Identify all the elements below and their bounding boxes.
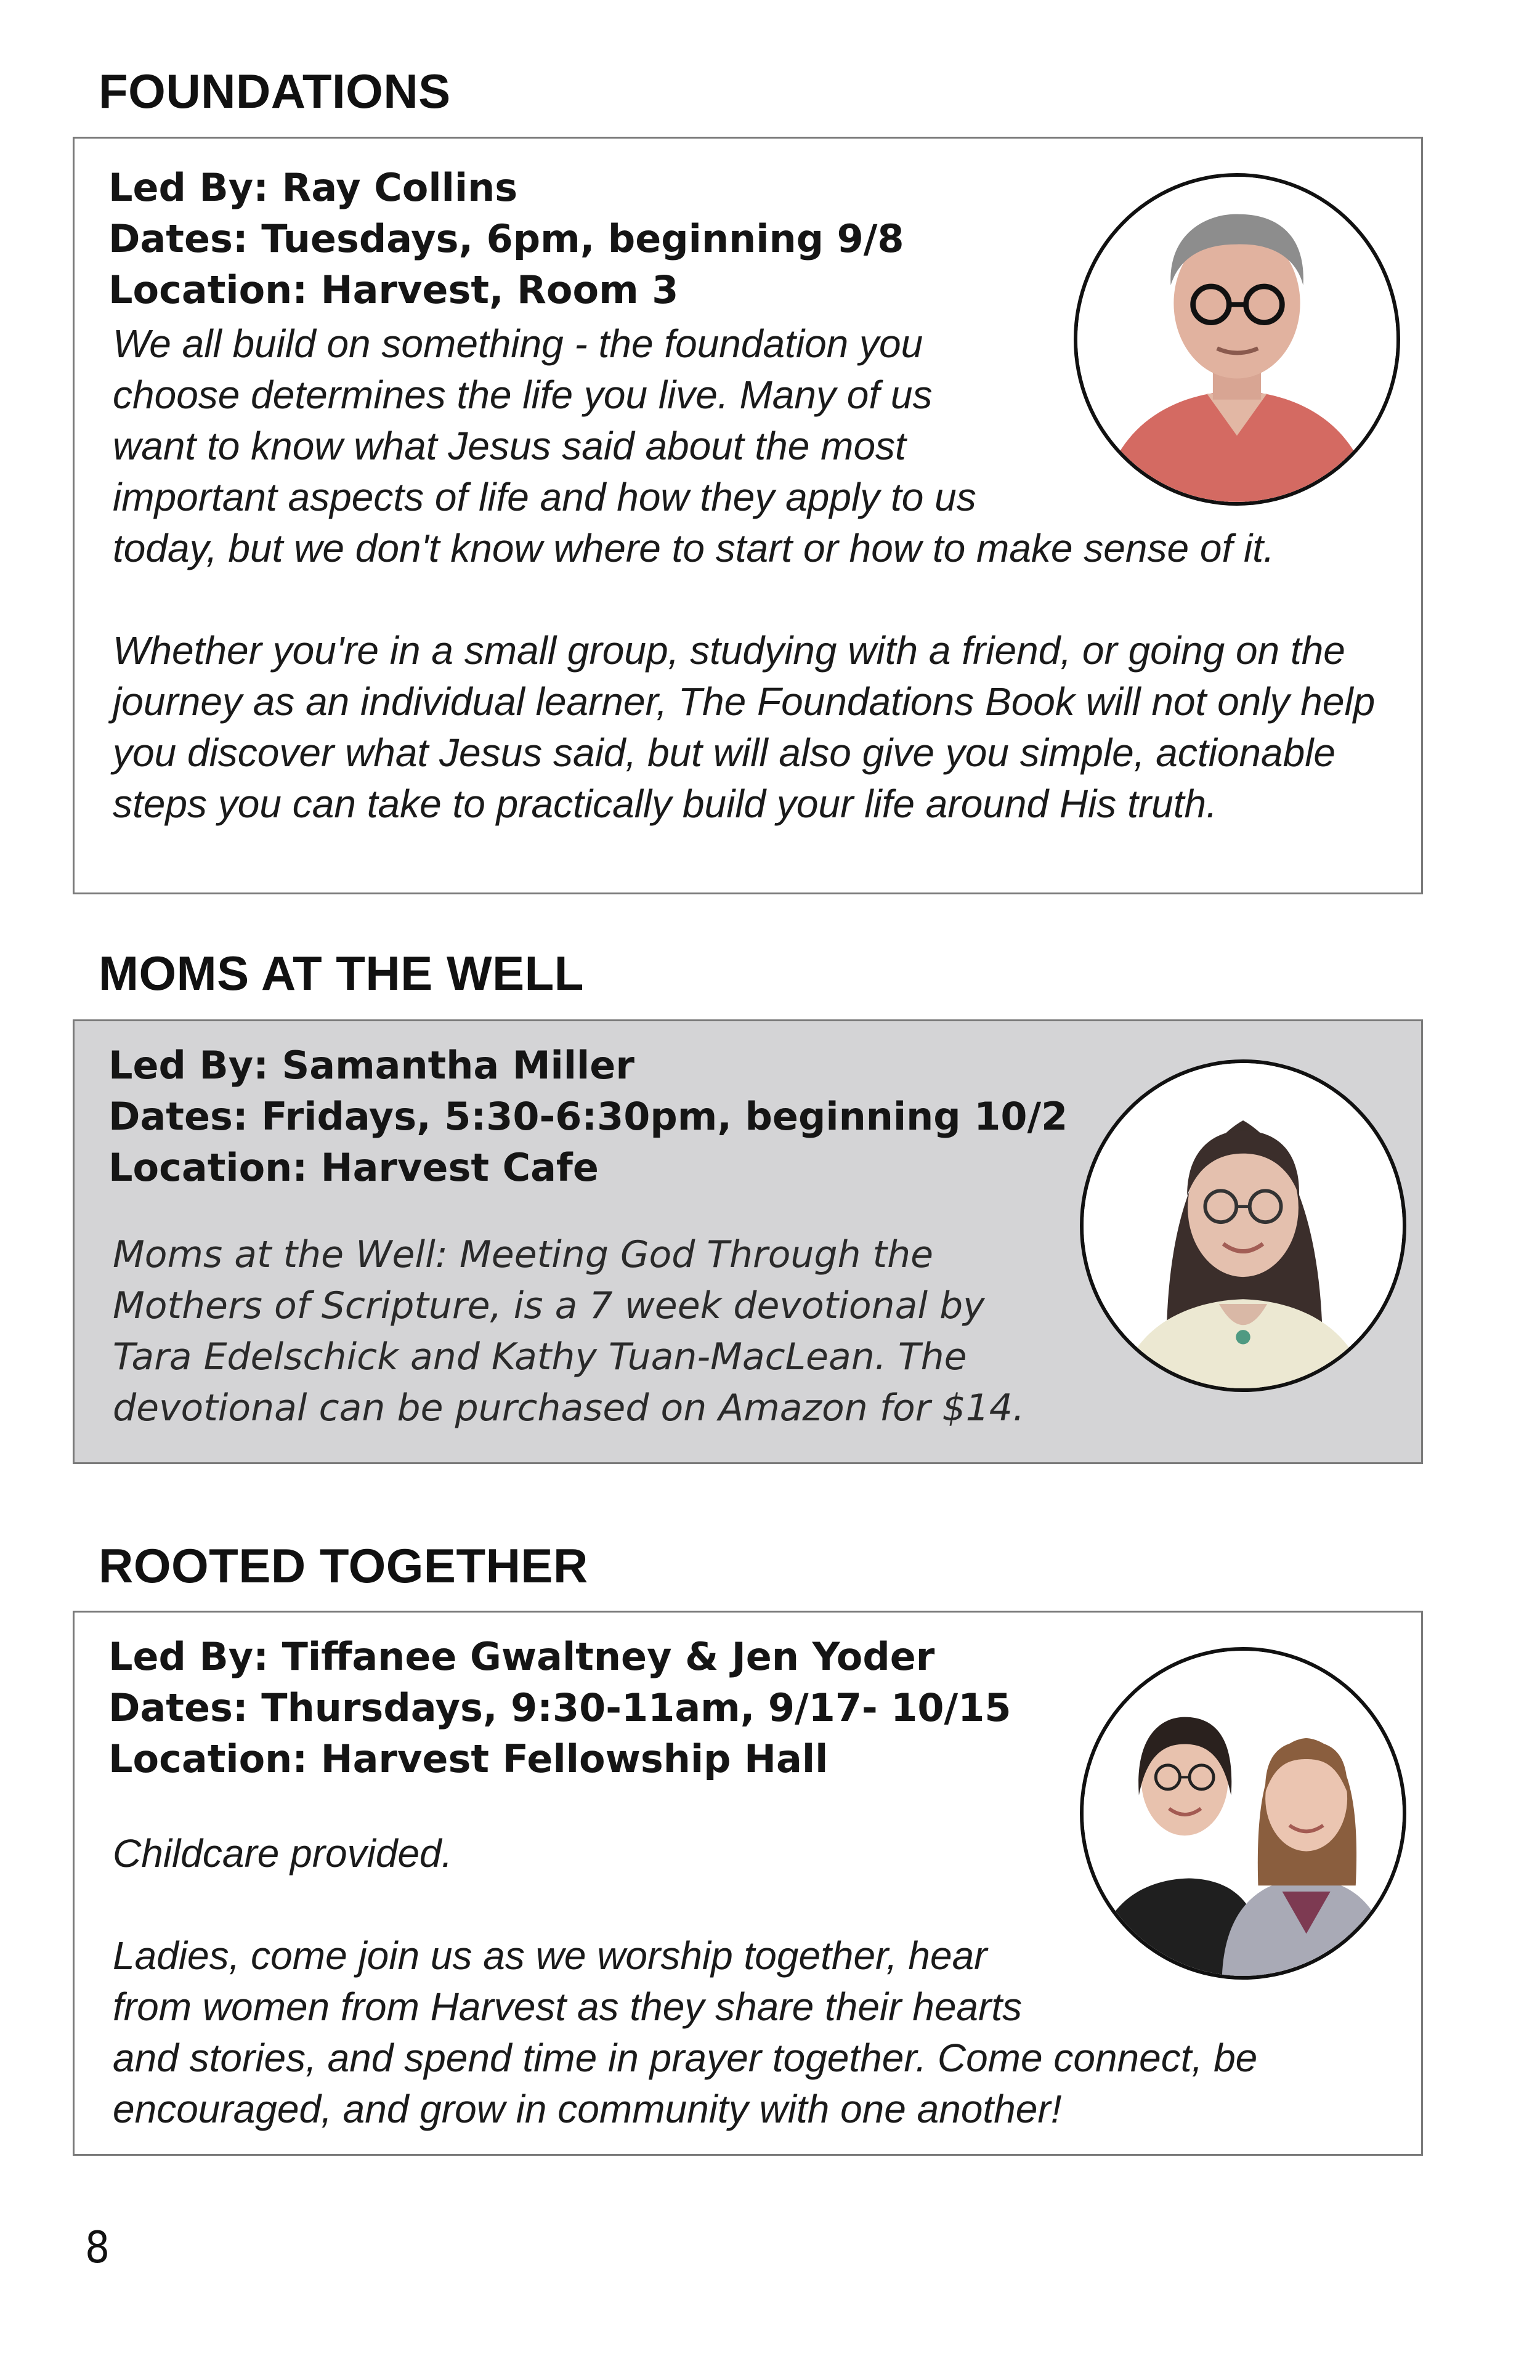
rooted-description [113,1828,1257,2135]
desc-line: Tara Edelschick and Kathy Tuan-MacLean. The [113,1335,967,1378]
section-title-foundations: FOUNDATIONS [99,64,451,118]
desc-line: Childcare provided. [113,1831,453,1876]
moms-description [113,1229,1024,1434]
foundations-meta [108,162,904,315]
desc-line: devotional can be purchased on Amazon for $14. [113,1386,1025,1430]
rooted-together-card [73,1611,1423,2156]
page-number: 8 [85,2222,110,2273]
desc-line: want to know what Jesus said about the most [113,424,906,468]
desc-line: and stories, and spend time in prayer together. Come connect, be [113,2036,1258,2080]
desc-line: you discover what Jesus said, but will also give you simple, actionable [113,731,1335,775]
dates: Dates: Tuesdays, 6pm, beginning 9/8 [108,216,904,261]
desc-line: today, but we don't know where to start or how to make sense of it. [113,526,1275,570]
desc-line: Whether you're in a small group, studying with a friend, or going on the [113,628,1345,673]
desc-line: Moms at the Well: Meeting God Through the [113,1233,934,1276]
section-title-moms-at-the-well: MOMS AT THE WELL [99,946,584,1000]
foundations-description [113,318,1375,830]
led-by: Led By: Ray Collins [108,165,518,210]
dates: Dates: Thursdays, 9:30-11am, 9/17- 10/15 [108,1685,1011,1730]
desc-line: journey as an individual learner, The Foundations Book will not only help [113,679,1376,724]
desc-line: encouraged, and grow in community with one another! [113,2087,1062,2131]
dates: Dates: Fridays, 5:30-6:30pm, beginning 10/2 [108,1094,1068,1139]
rooted-meta [108,1631,1011,1784]
led-by: Led By: Tiffanee Gwaltney & Jen Yoder [108,1634,935,1679]
desc-line: steps you can take to practically build your life around His truth. [113,782,1217,826]
desc-line: choose determines the life you live. Many of us [113,373,933,417]
desc-line: Ladies, come join us as we worship together, hear [113,1933,987,1978]
moms-meta [108,1040,1068,1193]
leader-photo-samantha-miller [1080,1059,1406,1392]
desc-line: Mothers of Scripture, is a 7 week devotional by [113,1284,985,1327]
moms-at-the-well-card [73,1019,1423,1464]
location: Location: Harvest, Room 3 [108,267,679,312]
desc-line: from women from Harvest as they share their hearts [113,1985,1023,2029]
location: Location: Harvest Cafe [108,1145,599,1190]
led-by: Led By: Samantha Miller [108,1043,634,1088]
section-title-rooted-together: ROOTED TOGETHER [99,1539,588,1593]
desc-line: We all build on something - the foundation you [113,322,923,366]
foundations-card [73,137,1423,894]
location: Location: Harvest Fellowship Hall [108,1736,829,1781]
desc-line: important aspects of life and how they apply to us [113,475,976,519]
woman-portrait-icon [1084,1063,1403,1388]
